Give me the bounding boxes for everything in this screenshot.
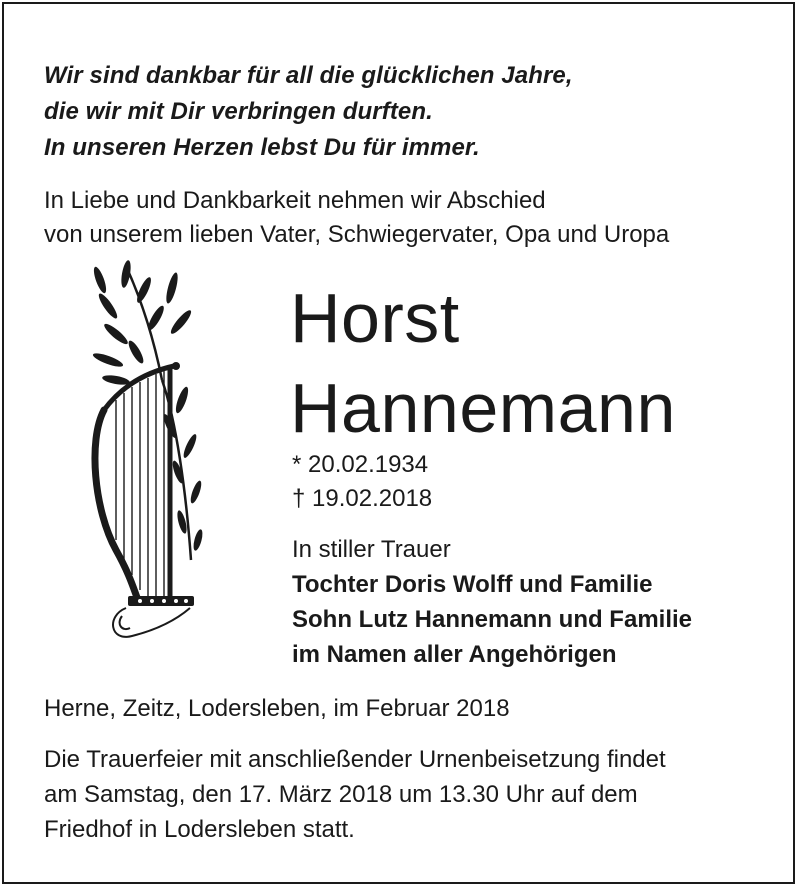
ceremony-line: Friedhof in Lodersleben statt. [44, 816, 355, 843]
place-and-date: Herne, Zeitz, Lodersleben, im Februar 2018 [44, 695, 510, 722]
ceremony-line: am Samstag, den 17. März 2018 um 13.30 Uhr auf dem [44, 781, 638, 808]
birth-date: * 20.02.1934 [292, 451, 429, 478]
mourner-line: im Namen aller Angehörigen [292, 641, 617, 668]
motto-line: Wir sind dankbar für all die glücklichen Jahre, [44, 62, 573, 89]
first-name: Horst [290, 279, 460, 357]
ceremony-line: Die Trauerfeier mit anschließender Urnenbeisetzung findet [44, 746, 666, 773]
mourner-line: Tochter Doris Wolff und Familie [292, 571, 653, 598]
intro-line: von unserem lieben Vater, Schwiegervater, Opa und Uropa [44, 221, 670, 248]
mourners-block [292, 532, 692, 672]
mourning-lead: In stiller Trauer [292, 536, 451, 563]
deceased-name [290, 273, 676, 453]
death-date: † 19.02.2018 [292, 485, 433, 512]
mourner-line: Sohn Lutz Hannemann und Familie [292, 606, 693, 633]
intro-line: In Liebe und Dankbarkeit nehmen wir Abschied [44, 187, 546, 214]
life-dates [292, 448, 432, 516]
last-name: Hannemann [290, 369, 676, 447]
ceremony-notice [44, 742, 666, 847]
farewell-intro [44, 184, 669, 252]
motto-line: In unseren Herzen lebst Du für immer. [44, 134, 480, 161]
harp-with-olive-branch-icon [86, 260, 212, 652]
motto [44, 58, 573, 166]
motto-line: die wir mit Dir verbringen durften. [44, 98, 433, 125]
